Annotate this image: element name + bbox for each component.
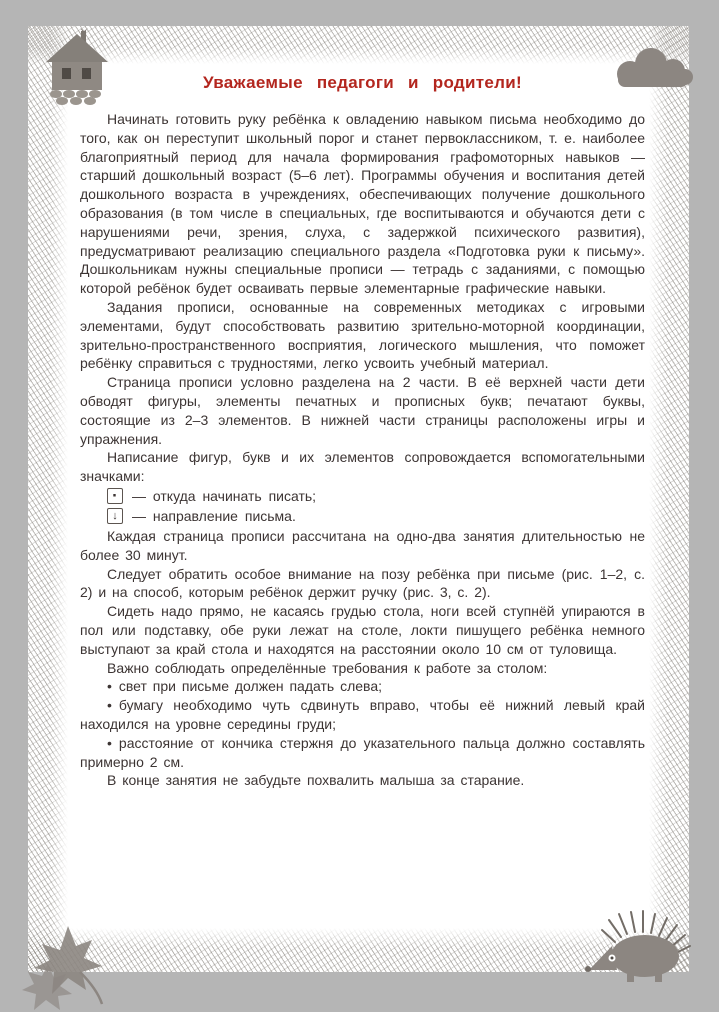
- bullet-text: расстояние от кончика стержня до указательного пальца должно составлять примерно 2 см.: [80, 734, 645, 770]
- legend-text: — направление письма.: [132, 507, 296, 524]
- page-title: Уважаемые педагоги и родители!: [203, 73, 522, 92]
- bullet-text: бумагу необходимо чуть сдвинуть вправо, чтобы её нижний левый край находился на уровне середины груди;: [80, 697, 645, 732]
- hedgehog-icon: [579, 908, 695, 986]
- start-point-box-icon: [107, 485, 123, 505]
- paragraph-intro: Начинать готовить руку ребёнка к овладению навыком письма необходимо до того, как он переступит школьный порог и станет первоклассником, т. е. наиболее благоприятный период для начала формирования графомоторных навыков — старший дошкольный возраст (5–6 лет). Программы обучения и воспитания детей дошкольного возраста в учреждениях, обеспечивающих получение дошкольного образования (в том числе в специальных, где воспитываются и обучаются дети с нарушениями речи, зрения, слуха, с задержкой психического развития), предусматривают реализацию специального раздела «Подготовка руки к письму». Дошкольникам нужны специальные прописи — тетрадь с заданиями, с помощью которой ребёнок будет осваивать первые элементарные графические навыки.: [80, 111, 645, 297]
- sketch-border-top: [28, 26, 689, 64]
- legend-item-direction: [80, 507, 645, 526]
- bullet-item-light: [80, 677, 645, 696]
- paragraph-page-structure: Страница прописи условно разделена на 2 части. В её верхней части дети обводят фигуры, элементы печатных и прописных букв; печатают буквы, состоящие из 2–3 элементов. В нижней части страницы расположены игры и упражнения.: [80, 374, 645, 447]
- page-content: [80, 73, 645, 790]
- bullet-item-pen-distance: [80, 734, 645, 772]
- bullet-glyph: •: [107, 734, 112, 751]
- leaves-icon: [20, 920, 116, 1012]
- page: [28, 26, 689, 972]
- paragraph-symbols-intro: Написание фигур, букв и их элементов сопровождается вспомогательными значками:: [80, 449, 645, 485]
- paragraph-posture-figures: Следует обратить особое внимание на позу ребёнка при письме (рис. 1–2, с. 2) и на способ, которым ребёнок держит ручку (рис. 3, с. 2).: [80, 565, 645, 601]
- bullet-glyph: •: [107, 697, 112, 714]
- paragraph-tasks: Задания прописи, основанные на современных методиках с игровыми элементами, будут способствовать развитию зрительно-моторной координации, зрительно-пространственного восприятия, логического мышления, что поможет ребёнку справиться с трудностями, легко усвоить учебный материал.: [80, 298, 645, 372]
- direction-arrow-box-icon: [107, 508, 123, 524]
- paragraph-duration: Каждая страница прописи рассчитана на одно-два занятия длительностью не более 30 минут.: [80, 527, 645, 563]
- paragraph-sitting: Сидеть надо прямо, не касаясь грудью стола, ноги всей ступнёй упираются в пол или подставку, обе руки лежат на столе, локти пишущего ребёнка немного выступают за край стола и находятся на расстоянии около 10 см от туловища.: [80, 603, 645, 657]
- paragraph-closing: В конце занятия не забудьте похвалить малыша за старание.: [107, 772, 525, 789]
- legend-text: — откуда начинать писать;: [132, 487, 317, 504]
- paragraph-requirements-intro: Важно соблюдать определённые требования к работе за столом:: [107, 659, 548, 676]
- sketch-border-left: [28, 26, 68, 972]
- bullet-item-paper: [80, 696, 645, 734]
- bullet-text: свет при письме должен падать слева;: [118, 678, 382, 695]
- down-arrow-glyph: ↓: [112, 509, 118, 522]
- sketch-border-right: [649, 26, 689, 972]
- start-dot-glyph: ·: [112, 485, 118, 505]
- bullet-glyph: •: [107, 678, 112, 695]
- legend-item-start-point: [80, 487, 645, 506]
